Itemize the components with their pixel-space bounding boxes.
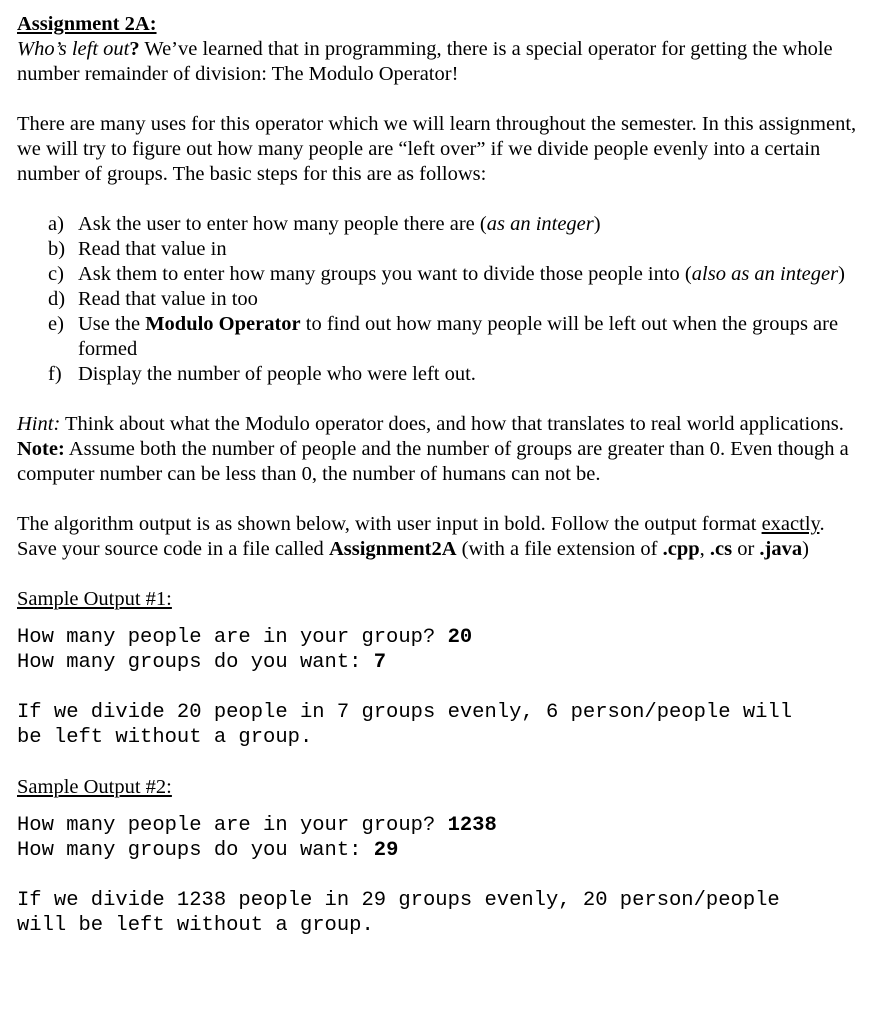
user-input: 20 bbox=[447, 626, 473, 649]
steps-list bbox=[17, 212, 868, 387]
step-label: f) bbox=[48, 363, 62, 385]
algo-text: (with a file extension of bbox=[456, 538, 663, 560]
sample-2-line-1 bbox=[17, 813, 868, 838]
user-input: 29 bbox=[373, 839, 399, 862]
intro-paragraph bbox=[17, 37, 868, 87]
step-text: Ask them to enter how many groups you want to divide those people into ( bbox=[78, 263, 692, 285]
sample-1-result-1: If we divide 20 people in 7 groups evenly, 6 person/people will bbox=[17, 701, 793, 724]
step-text: Use the bbox=[78, 313, 146, 335]
prompt-text: How many groups do you want: bbox=[17, 651, 374, 674]
spacer bbox=[17, 675, 868, 700]
spacer bbox=[17, 612, 868, 625]
step-text-end: to find out how many people will be left out when the groups are formed bbox=[78, 313, 839, 360]
prompt-text: How many groups do you want: bbox=[17, 839, 374, 862]
ext-cpp: .cpp bbox=[662, 538, 700, 560]
assignment-title: Assignment 2A: bbox=[17, 13, 157, 35]
sample-2-line-2 bbox=[17, 838, 868, 863]
hint-paragraph bbox=[17, 412, 868, 437]
note-paragraph bbox=[17, 437, 868, 487]
step-text-end: ) bbox=[593, 213, 601, 235]
spacer bbox=[17, 750, 868, 775]
sample-1-line-1 bbox=[17, 625, 868, 650]
filename: Assignment2A bbox=[328, 538, 457, 560]
step-text-end: ) bbox=[838, 263, 845, 285]
step-text: Read that value in bbox=[78, 238, 227, 260]
list-item bbox=[48, 287, 868, 312]
prompt-text: How many people are in your group? bbox=[17, 814, 448, 837]
spacer bbox=[17, 562, 868, 587]
sample-2-result-2: will be left without a group. bbox=[17, 914, 374, 937]
list-item bbox=[48, 262, 868, 287]
list-item bbox=[48, 312, 868, 362]
intro-question-mark: ? bbox=[129, 38, 140, 60]
spacer bbox=[17, 387, 868, 412]
ext-java: .java bbox=[759, 538, 803, 560]
algorithm-paragraph bbox=[17, 512, 868, 562]
step-label: a) bbox=[48, 213, 64, 235]
intro-question: Who’s left out bbox=[17, 38, 130, 60]
user-input: 7 bbox=[373, 651, 387, 674]
algo-text: ) bbox=[802, 538, 809, 560]
hint-text: Think about what the Modulo operator does, and how that translates to real world applications. bbox=[60, 413, 844, 435]
list-item bbox=[48, 212, 868, 237]
spacer bbox=[17, 800, 868, 813]
hint-label: Hint: bbox=[17, 413, 61, 435]
sample-output-2-heading: Sample Output #2: bbox=[17, 776, 172, 798]
list-item bbox=[48, 362, 868, 387]
algo-text: The algorithm output is as shown below, with user input in bold. Follow the output format bbox=[17, 513, 762, 535]
step-bold: Modulo Operator bbox=[145, 313, 301, 335]
algo-text: , bbox=[699, 538, 710, 560]
algo-text: or bbox=[732, 538, 760, 560]
sample-2-result-1: If we divide 1238 people in 29 groups evenly, 20 person/people bbox=[17, 889, 780, 912]
sample-1-line-2 bbox=[17, 650, 868, 675]
intro-text: We’ve learned that in programming, there is a special operator for getting the whole number remainder of division: The Modulo Operator! bbox=[17, 38, 833, 85]
step-text: Display the number of people who were left out. bbox=[78, 363, 476, 385]
spacer bbox=[17, 487, 868, 512]
user-input: 1238 bbox=[447, 814, 497, 837]
note-text: Assume both the number of people and the number of groups are greater than 0. Even though a computer number can be less than 0, the number of humans can not be. bbox=[17, 438, 849, 485]
step-emphasis: also as an integer bbox=[691, 263, 839, 285]
note-label: Note: bbox=[17, 438, 65, 460]
spacer bbox=[17, 863, 868, 888]
spacer bbox=[17, 87, 868, 112]
sample-output-1-heading: Sample Output #1: bbox=[17, 588, 172, 610]
step-text: Read that value in too bbox=[78, 288, 258, 310]
prompt-text: How many people are in your group? bbox=[17, 626, 448, 649]
algo-text: . Save your source code in a file called bbox=[17, 513, 825, 560]
spacer bbox=[17, 187, 868, 212]
uses-paragraph: There are many uses for this operator which we will learn throughout the semester. In this assignment, we will try to figure out how many people are “left over” if we divide people evenly into a certain number of groups. The basic steps for this are as follows: bbox=[17, 113, 857, 185]
step-text: Ask the user to enter how many people there are ( bbox=[78, 213, 487, 235]
step-label: e) bbox=[48, 313, 64, 335]
exactly-underlined: exactly bbox=[761, 513, 820, 535]
step-label: b) bbox=[48, 238, 66, 260]
sample-1-result-2: be left without a group. bbox=[17, 726, 313, 749]
step-label: c) bbox=[48, 263, 64, 285]
ext-cs: .cs bbox=[709, 538, 733, 560]
step-emphasis: as an integer bbox=[486, 213, 594, 235]
list-item bbox=[48, 237, 868, 262]
step-label: d) bbox=[48, 288, 66, 310]
